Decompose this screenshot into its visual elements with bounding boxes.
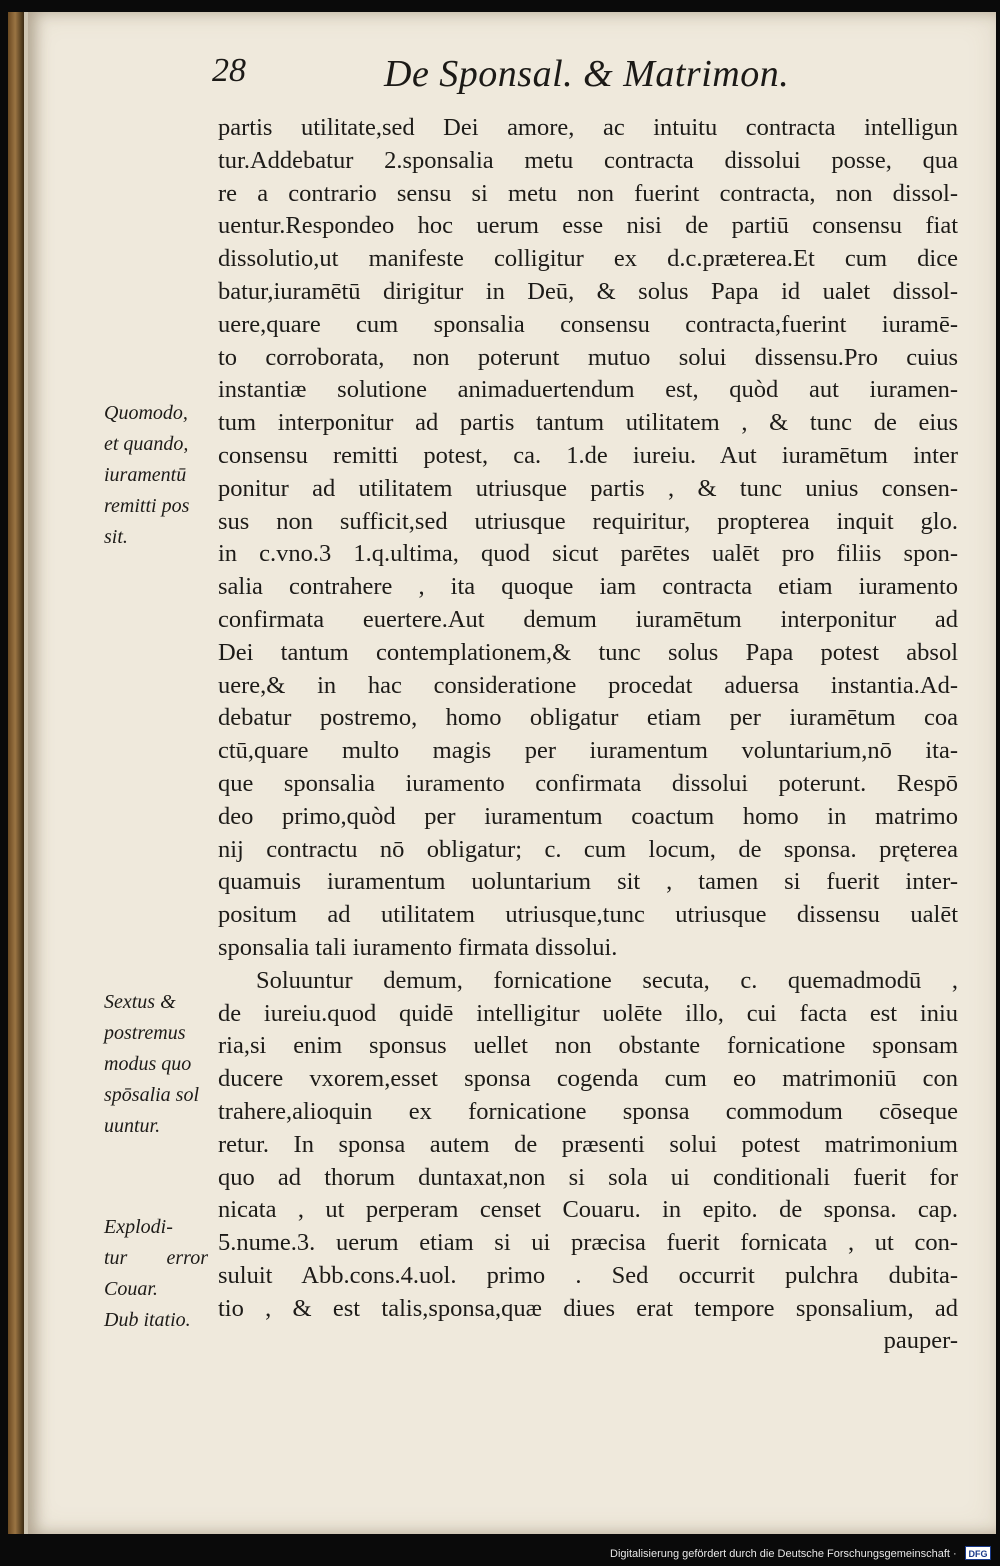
text-line: consensu remitti potest, ca. 1.de iureiu. Aut iuramētum inter — [218, 441, 958, 469]
text-line: quo ad thorum duntaxat,non si sola ui conditionali fuerit for — [218, 1163, 958, 1191]
running-title: De Sponsal. & Matrimon. — [384, 53, 790, 95]
text-line: 5.nume.3. uerum etiam si ui præcisa fuerit fornicata , ut con- — [218, 1229, 958, 1257]
text-line: instantiæ solutione animaduertendum est, quòd aut iuramen- — [218, 376, 958, 404]
text-line: uere,quare cum sponsalia consensu contracta,fuerint iuramē- — [218, 310, 958, 338]
text-line: nicata , ut perperam censet Couaru. in epito. de sponsa. cap. — [218, 1196, 958, 1224]
text-line: uentur.Respondeo hoc uerum esse nisi de partiū consensu fiat — [218, 212, 958, 240]
marginal-note-line: Dub itatio. — [104, 1309, 191, 1331]
marginal-note-sextus-modus — [104, 987, 199, 1142]
text-line: dissolutio,ut manifeste colligitur ex d.c.præterea.Et cum dice — [218, 245, 958, 273]
marginal-note-line: iuramentū — [104, 464, 187, 486]
text-line: nij contractu nō obligatur; c. cum locum, de sponsa. pręterea — [218, 835, 958, 863]
marginal-note-line: uuntur. — [104, 1115, 161, 1137]
marginal-note-line: Explodi- — [104, 1216, 173, 1238]
text-line: ctū,quare multo magis per iuramentum voluntarium,nō ita- — [218, 737, 958, 765]
text-line: Dei tantum contemplationem,& tunc solus Papa potest absol — [218, 638, 958, 666]
marginal-note-line: modus quo — [104, 1053, 192, 1075]
text-line: trahere,alioquin ex fornicatione sponsa commodum cōseque — [218, 1097, 958, 1125]
page-number: 28 — [212, 52, 246, 89]
text-line: Soluuntur demum, fornicatione secuta, c. quemadmodū , — [256, 966, 958, 994]
text-line: ponitur ad utilitatem utriusque partis , & tunc unius consen- — [218, 474, 958, 502]
text-line: debatur postremo, homo obligatur etiam per iuramētum coa — [218, 704, 958, 732]
text-line: tur.Addebatur 2.sponsalia metu contracta dissolui posse, qua — [218, 146, 958, 174]
marginal-note-line: Quomodo, — [104, 402, 188, 424]
marginal-note-line: Sextus & — [104, 991, 176, 1013]
text-line: quamuis iuramentum uoluntarium sit , tamen si fuerit inter- — [218, 868, 958, 896]
text-line: retur. In sponsa autem de præsenti solui potest matrimonium — [218, 1130, 958, 1158]
marginal-note-error-couar — [104, 1212, 208, 1336]
marginal-note-line: Couar. — [104, 1278, 158, 1300]
text-line: que sponsalia iuramento confirmata dissolui poterunt. Respō — [218, 769, 958, 797]
text-line: sponsalia tali iuramento firmata dissolui. — [218, 933, 618, 961]
book-binding-edge — [8, 12, 24, 1534]
text-line: in c.vno.3 1.q.ultima, quod sicut parētes ualēt pro filiis spon- — [218, 540, 958, 568]
text-line: suluit Abb.cons.4.uol. primo . Sed occurrit pulchra dubita- — [218, 1261, 958, 1289]
text-line: salia contrahere , ita quoque iam contracta etiam iuramento — [218, 573, 958, 601]
text-line: deo primo,quòd per iuramentum coactum homo in matrimo — [218, 802, 958, 830]
text-line: confirmata euertere.Aut demum iuramētum interponitur ad — [218, 605, 958, 633]
marginal-note-iuramentum — [104, 398, 189, 553]
text-line: ria,si enim sponsus uellet non obstante fornicatione sponsam — [218, 1032, 958, 1060]
marginal-note-line: tur error — [104, 1247, 208, 1269]
digitization-credit: Digitalisierung gefördert durch die Deutsche Forschungsgemeinschaft · — [610, 1548, 957, 1560]
body-text — [218, 112, 958, 1358]
text-line: batur,iuramētū dirigitur in Deū, & solus Papa id ualet dissol- — [218, 277, 958, 305]
marginal-note-line: spōsalia sol — [104, 1084, 200, 1106]
text-line: sus non sufficit,sed utriusque requiritur, propterea inquit glo. — [218, 507, 958, 535]
marginal-note-line: remitti pos — [104, 495, 190, 517]
text-line: positum ad utilitatem utriusque,tunc utriusque dissensu ualēt — [218, 901, 958, 929]
dfg-logo: DFG — [965, 1546, 991, 1560]
marginal-note-line: et quando, — [104, 433, 189, 455]
text-line: de iureiu.quod quidē intelligitur uolēte illo, cui facta est iniu — [218, 999, 958, 1027]
text-line: tio , & est talis,sponsa,quæ diues erat tempore sponsalium, ad — [218, 1294, 958, 1322]
text-line: tum interponitur ad partis tantum utilitatem , & tunc de eius — [218, 409, 958, 437]
text-line: uere,& in hac consideratione procedat aduersa instantia.Ad- — [218, 671, 958, 699]
text-line: partis utilitate,sed Dei amore, ac intuitu contracta intelligun — [218, 114, 958, 141]
marginal-note-line: sit. — [104, 526, 128, 548]
text-line: to corroborata, non poterunt mutuo solui dissensu.Pro cuius — [218, 343, 958, 371]
catchword: pauper- — [883, 1327, 958, 1355]
text-line: ducere vxorem,esset sponsa cogenda cum eo matrimoniū con — [218, 1065, 958, 1093]
text-line: re a contrario sensu si metu non fuerint contracta, non dissol- — [218, 179, 958, 207]
marginal-note-line: postremus — [104, 1022, 186, 1044]
